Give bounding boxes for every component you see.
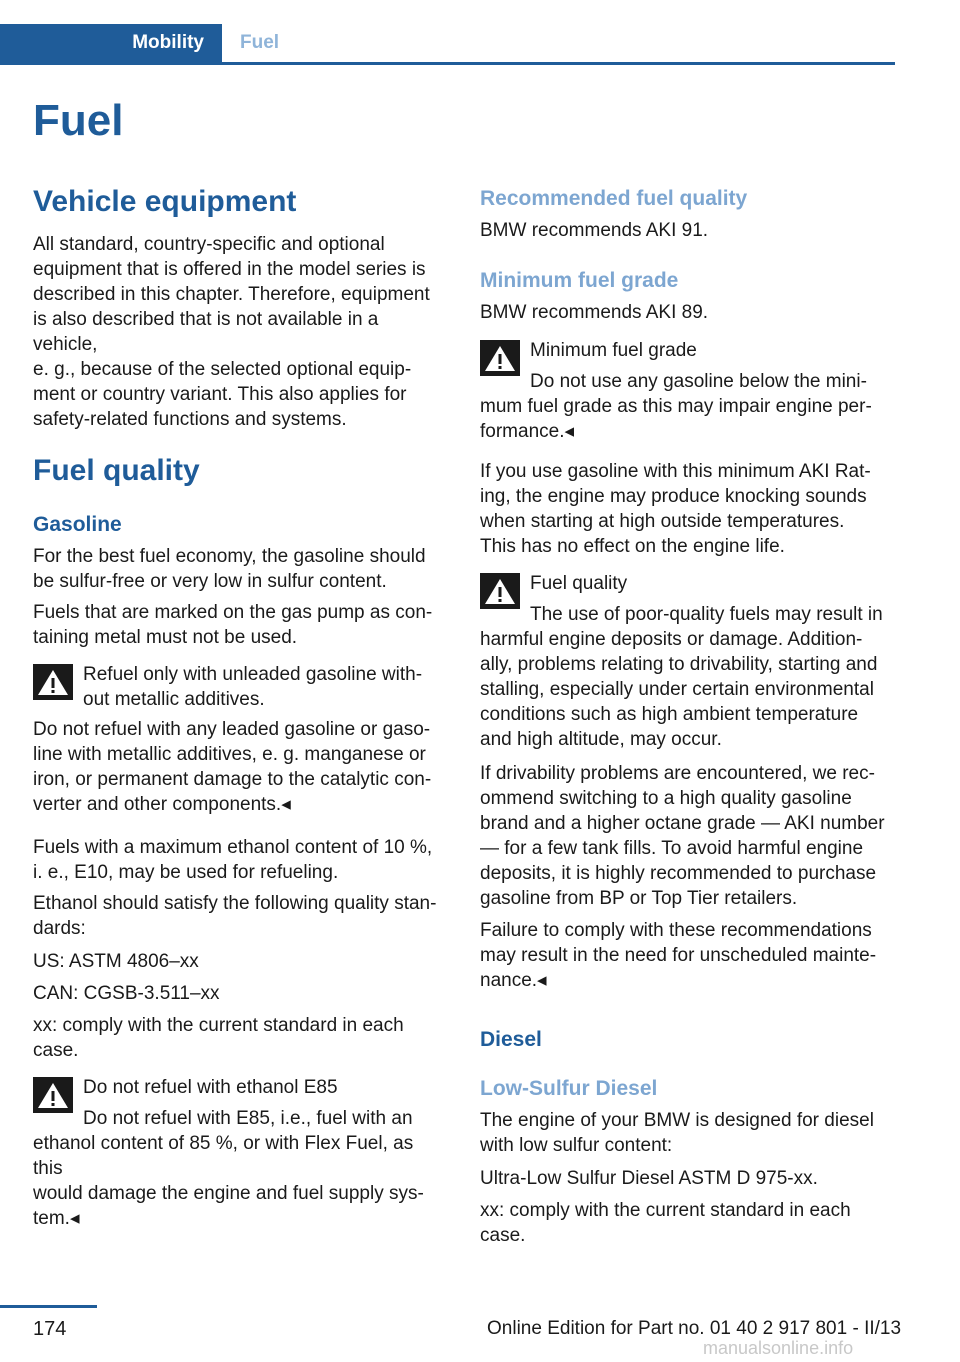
- warning-line: Refuel only with unleaded gasoline with-: [83, 664, 423, 685]
- warning-line: The use of poor-quality fuels may result in: [530, 604, 883, 625]
- text-line: Fuels with a maximum ethanol content of 10 %,: [33, 837, 433, 858]
- watermark: manualsonline.info: [703, 1338, 854, 1358]
- text-line: e. g., because of the selected optional equip-: [33, 359, 412, 380]
- warning-body-line: verter and other components.◂: [33, 794, 291, 815]
- heading-diesel: Diesel: [480, 1028, 542, 1051]
- header-bar: [0, 24, 895, 65]
- text-line: case.: [480, 1225, 526, 1246]
- gasoline-paragraph-4: [33, 891, 448, 941]
- text-line: Failure to comply with these recommendations: [480, 920, 872, 941]
- text-line: — for a few tank fills. To avoid harmful engine: [480, 838, 864, 859]
- warning-fuel-quality: [480, 571, 895, 752]
- warning-body-line: harmful engine deposits or damage. Addition-: [480, 629, 863, 650]
- edition-text: Online Edition for Part no. 01 40 2 917 801 - II/13: [487, 1318, 902, 1339]
- warning-body-line: stalling, especially under certain environmental: [480, 679, 874, 700]
- diesel-paragraph-2: [480, 1166, 895, 1191]
- warning-body-line: ally, problems relating to drivability, starting and: [480, 654, 878, 675]
- warning-body-line: and high altitude, may occur.: [480, 729, 722, 750]
- warning-body-line: would damage the engine and fuel supply sys-: [33, 1183, 424, 1204]
- page-title: Fuel: [33, 96, 124, 145]
- text-line: when starting at high outside temperatures.: [480, 511, 845, 532]
- text-line: CAN: CGSB-3.511–xx: [33, 983, 220, 1004]
- text-line: deposits, it is highly recommended to purchase: [480, 863, 877, 884]
- gasoline-paragraph-7: [33, 1013, 448, 1063]
- warning-e85: [33, 1075, 448, 1231]
- diesel-paragraph-1: [480, 1108, 895, 1158]
- diesel-paragraph-3: [480, 1198, 895, 1248]
- subsection-label: Fuel: [240, 32, 280, 53]
- heading-vehicle-equipment: Vehicle equipment: [33, 185, 297, 218]
- drivability-paragraph: [480, 761, 895, 911]
- text-line: xx: comply with the current standard in each: [33, 1015, 404, 1036]
- text-line: This has no effect on the engine life.: [480, 536, 785, 557]
- text-line: case.: [33, 1040, 79, 1061]
- text-line: equipment that is offered in the model series is: [33, 259, 426, 280]
- text-line: For the best fuel economy, the gasoline should: [33, 546, 426, 567]
- warning-body-line: ethanol content of 85 %, or with Flex Fuel, as this: [33, 1133, 414, 1179]
- warning-body-line: formance.◂: [480, 421, 575, 442]
- warning-unleaded: [33, 662, 448, 817]
- text-line: BMW recommends AKI 91.: [480, 220, 709, 241]
- heading-recommended-fuel-quality: Recommended fuel quality: [480, 187, 748, 210]
- warning-minimum-fuel-grade: [480, 338, 895, 444]
- warning-triangle-icon: [480, 340, 520, 376]
- gasoline-paragraph-2: [33, 600, 448, 650]
- text-line: may result in the need for unscheduled mainte-: [480, 945, 877, 966]
- text-line: be sulfur-free or very low in sulfur content.: [33, 571, 387, 592]
- footer-rule: [0, 1305, 97, 1308]
- text-line: dards:: [33, 918, 86, 939]
- text-line: described in this chapter. Therefore, equipment: [33, 284, 430, 305]
- standard-can: [33, 981, 448, 1006]
- text-line: BMW recommends AKI 89.: [480, 302, 709, 323]
- text-line: ommend switching to a high quality gasoline: [480, 788, 852, 809]
- warning-line: Do not refuel with ethanol E85: [83, 1077, 338, 1098]
- heading-fuel-quality: Fuel quality: [33, 454, 200, 487]
- minimum-paragraph: [480, 459, 895, 559]
- page-number: 174: [33, 1318, 67, 1340]
- text-line: taining metal must not be used.: [33, 627, 298, 648]
- heading-low-sulfur-diesel: Low-Sulfur Diesel: [480, 1077, 658, 1100]
- warning-line: Minimum fuel grade: [530, 340, 697, 361]
- text-line: xx: comply with the current standard in each: [480, 1200, 851, 1221]
- text-line: Ultra-Low Sulfur Diesel ASTM D 975-xx.: [480, 1168, 818, 1189]
- warning-body-line: tem.◂: [33, 1208, 80, 1229]
- text-line: US: ASTM 4806–xx: [33, 951, 199, 972]
- warning-line: Do not use any gasoline below the mini-: [530, 371, 867, 392]
- text-line: Ethanol should satisfy the following quality stan-: [33, 893, 437, 914]
- section-label: Mobility: [132, 32, 204, 53]
- warning-body-line: Do not refuel with any leaded gasoline or gaso-: [33, 719, 431, 740]
- text-line: If drivability problems are encountered, we rec-: [480, 763, 875, 784]
- text-line: ment or country variant. This also applies for: [33, 384, 407, 405]
- text-line: i. e., E10, may be used for refueling.: [33, 862, 339, 883]
- warning-body-line: iron, or permanent damage to the catalytic con-: [33, 769, 432, 790]
- section-tab-fuel[interactable]: [240, 24, 279, 62]
- gasoline-paragraph-3: [33, 835, 448, 885]
- text-line: If you use gasoline with this minimum AKI Rat-: [480, 461, 871, 482]
- warning-line: Fuel quality: [530, 573, 628, 594]
- text-line: nance.◂: [480, 970, 547, 991]
- warning-body-line: conditions such as high ambient temperature: [480, 704, 859, 725]
- recommended-text: [480, 218, 895, 243]
- text-line: Fuels that are marked on the gas pump as con-: [33, 602, 433, 623]
- warning-body-line: line with metallic additives, e. g. manganese or: [33, 744, 426, 765]
- text-line: All standard, country-specific and optional: [33, 234, 385, 255]
- text-line: gasoline from BP or Top Tier retailers.: [480, 888, 798, 909]
- warning-triangle-icon: [33, 664, 73, 700]
- warning-triangle-icon: [33, 1077, 73, 1113]
- warning-line: out metallic additives.: [83, 689, 265, 710]
- text-line: is also described that is not available in a vehicle,: [33, 309, 379, 355]
- compliance-paragraph: [480, 918, 895, 993]
- section-tab-mobility[interactable]: [0, 24, 222, 62]
- standard-us: [33, 949, 448, 974]
- heading-minimum-fuel-grade: Minimum fuel grade: [480, 269, 679, 292]
- vehicle-equipment-text: [33, 232, 448, 432]
- heading-gasoline: Gasoline: [33, 513, 122, 536]
- text-line: with low sulfur content:: [480, 1135, 673, 1156]
- text-line: safety-related functions and systems.: [33, 409, 347, 430]
- text-line: ing, the engine may produce knocking sounds: [480, 486, 867, 507]
- warning-line: Do not refuel with E85, i.e., fuel with an: [83, 1108, 413, 1129]
- text-line: The engine of your BMW is designed for diesel: [480, 1110, 874, 1131]
- gasoline-paragraph-1: [33, 544, 448, 594]
- warning-body-line: mum fuel grade as this may impair engine per-: [480, 396, 872, 417]
- text-line: brand and a higher octane grade — AKI number: [480, 813, 885, 834]
- warning-triangle-icon: [480, 573, 520, 609]
- minimum-text: [480, 300, 895, 325]
